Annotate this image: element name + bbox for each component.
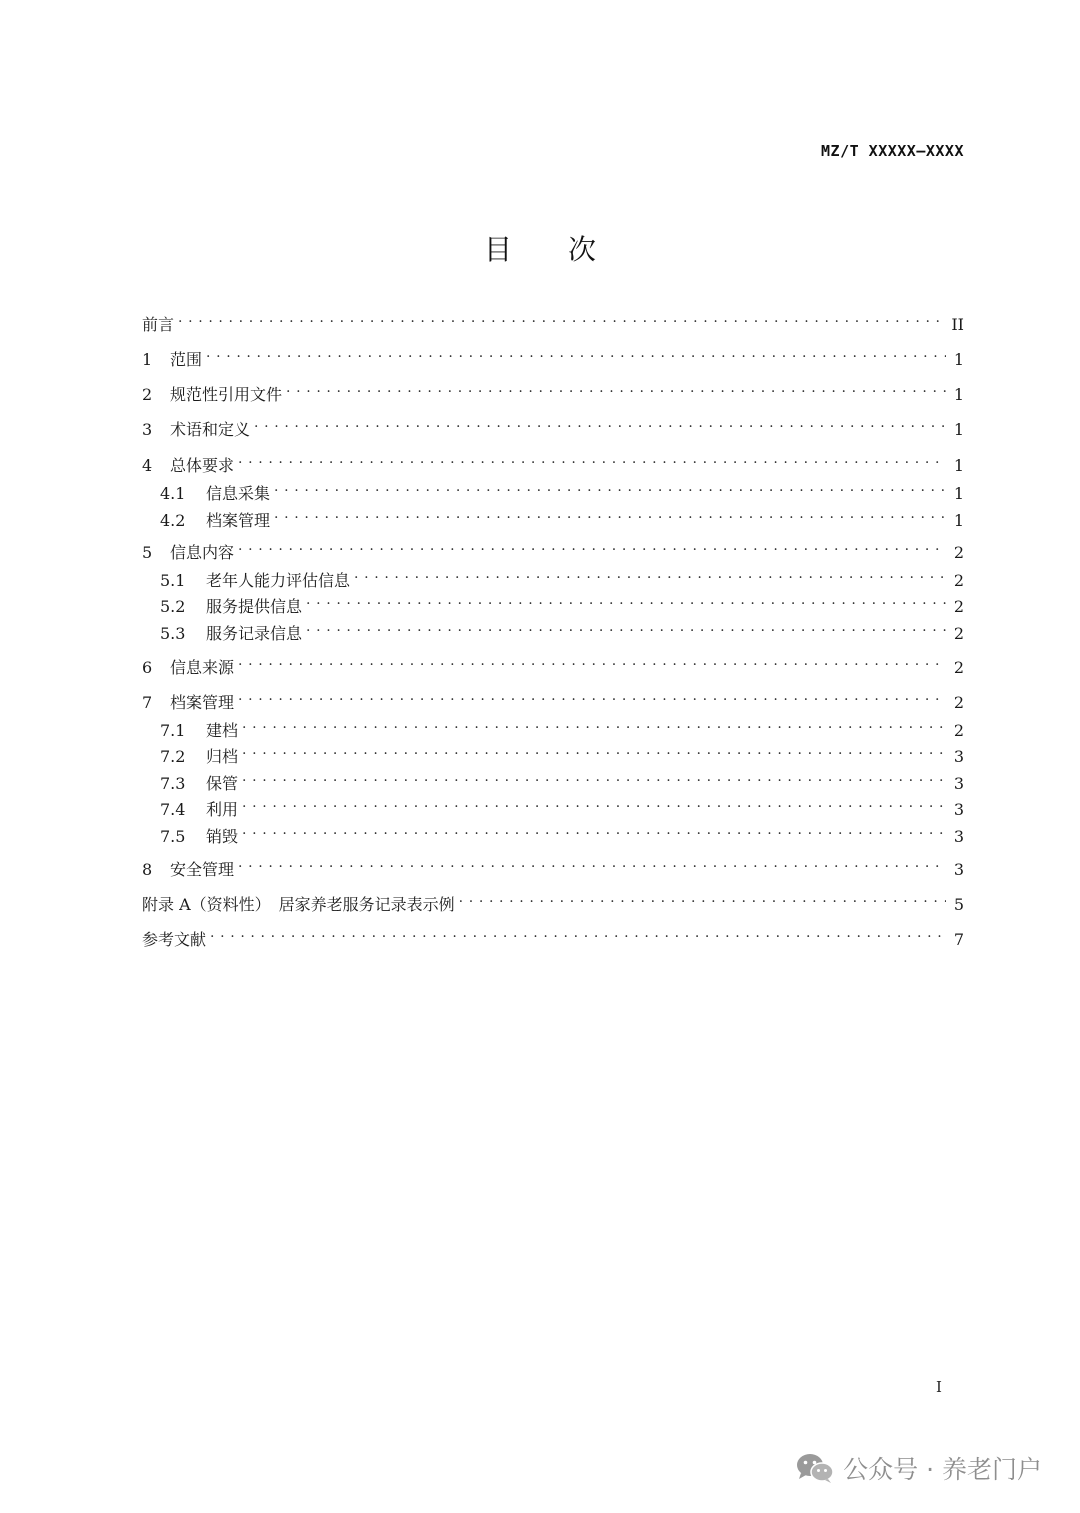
toc-entry-page: 5	[953, 895, 964, 914]
toc-entry-page: 3	[953, 827, 964, 846]
toc-entry-label: 建档	[206, 721, 239, 740]
toc-entry[interactable]	[160, 818, 964, 846]
toc-dot-leader	[274, 502, 946, 526]
toc-entry-page: 1	[953, 511, 964, 530]
toc-entry[interactable]	[142, 376, 964, 404]
toc-entry-number: 4.1	[160, 484, 186, 503]
toc-entry-label: 前言	[142, 315, 175, 334]
toc-entry[interactable]	[160, 475, 964, 503]
toc-entry[interactable]	[142, 447, 964, 475]
toc-entry-number: 5.1	[160, 571, 186, 590]
toc-entry-number: 6	[142, 658, 153, 677]
toc-entry[interactable]	[142, 341, 964, 369]
toc-dot-leader	[254, 411, 946, 435]
toc-entry-number: 5	[142, 543, 153, 562]
watermark	[795, 1450, 1042, 1486]
toc-dot-leader	[274, 475, 946, 499]
toc-entry-page: II	[951, 315, 964, 334]
toc-entry-label: 术语和定义	[170, 420, 251, 439]
toc-entry[interactable]	[142, 306, 964, 334]
toc-entry-number: 8	[142, 860, 153, 879]
toc-entry[interactable]	[160, 791, 964, 819]
wechat-icon	[795, 1452, 835, 1484]
toc-dot-leader	[178, 306, 946, 330]
toc-entry-number: 4.2	[160, 511, 186, 530]
toc-entry-page: 2	[953, 571, 964, 590]
toc-entry[interactable]	[160, 615, 964, 643]
toc-dot-leader	[238, 534, 946, 558]
toc-entry-page: 3	[953, 800, 964, 819]
toc-dot-leader	[206, 341, 946, 365]
toc-entry-number: 7.5	[160, 827, 186, 846]
toc-entry-label: 附录 A（资料性） 居家养老服务记录表示例	[142, 895, 455, 914]
toc-entry-page: 1	[953, 420, 964, 439]
toc-entry-label: 服务记录信息	[206, 624, 303, 643]
toc-entry-label: 信息采集	[206, 484, 271, 503]
toc-entry-page: 2	[953, 597, 964, 616]
toc-dot-leader	[242, 791, 946, 815]
toc-entry-page: 2	[953, 658, 964, 677]
watermark-text: 公众号 · 养老门户	[843, 1455, 1042, 1484]
toc-entry-label: 归档	[206, 747, 239, 766]
toc-entry-label: 信息来源	[170, 658, 235, 677]
toc-entry-label: 利用	[206, 800, 239, 819]
toc-entry-number: 4	[142, 456, 153, 475]
toc-entry-page: 2	[953, 543, 964, 562]
toc-entry[interactable]	[160, 712, 964, 740]
toc-dot-leader	[238, 447, 946, 471]
toc-entry-page: 3	[953, 774, 964, 793]
toc-entry-page: 2	[953, 693, 964, 712]
toc-entry-page: 2	[953, 721, 964, 740]
toc-entry-label: 规范性引用文件	[170, 385, 283, 404]
toc-entry-number: 3	[142, 420, 153, 439]
toc-entry[interactable]	[160, 502, 964, 530]
toc-entry-number: 2	[142, 385, 153, 404]
toc-entry-label: 总体要求	[170, 456, 235, 475]
toc-entry-label: 服务提供信息	[206, 597, 303, 616]
toc-entry[interactable]	[142, 851, 964, 879]
toc-title: 目次	[483, 233, 652, 266]
toc-entry[interactable]	[142, 684, 964, 712]
toc-entry-number: 7.3	[160, 774, 186, 793]
toc-entry-page: 1	[953, 484, 964, 503]
toc-entry-number: 7.2	[160, 747, 186, 766]
toc-entry-page: 2	[953, 624, 964, 643]
toc-entry-page: 1	[953, 456, 964, 475]
toc-dot-leader	[242, 818, 946, 842]
toc-entry[interactable]	[160, 765, 964, 793]
toc-dot-leader	[238, 684, 946, 708]
toc-entry-page: 1	[953, 385, 964, 404]
toc-entry-number: 7.1	[160, 721, 186, 740]
toc-dot-leader	[242, 712, 946, 736]
toc-entry-label: 安全管理	[170, 860, 235, 879]
toc-dot-leader	[242, 765, 946, 789]
toc-entry-label: 参考文献	[142, 930, 207, 949]
toc-entry-label: 老年人能力评估信息	[206, 571, 351, 590]
toc-entry-number: 5.2	[160, 597, 186, 616]
toc-entry[interactable]	[142, 921, 964, 949]
toc-entry[interactable]	[160, 588, 964, 616]
toc-entry-label: 档案管理	[206, 511, 271, 530]
toc-entry[interactable]	[142, 886, 964, 914]
toc-entry[interactable]	[142, 411, 964, 439]
toc-entry[interactable]	[160, 738, 964, 766]
toc-entry-number: 1	[142, 350, 153, 369]
toc-entry-page: 7	[953, 930, 964, 949]
toc-dot-leader	[242, 738, 946, 762]
toc-entry-number: 7.4	[160, 800, 186, 819]
toc-entry-label: 保管	[206, 774, 239, 793]
toc-entry-number: 7	[142, 693, 153, 712]
toc-entry-page: 1	[953, 350, 964, 369]
toc-dot-leader	[238, 851, 946, 875]
toc-entry[interactable]	[160, 562, 964, 590]
toc-entry-page: 3	[953, 860, 964, 879]
toc-entry-number: 5.3	[160, 624, 186, 643]
toc-dot-leader	[210, 921, 946, 945]
toc-entry[interactable]	[142, 649, 964, 677]
page-number: I	[936, 1378, 942, 1396]
toc-dot-leader	[286, 376, 946, 400]
toc-entry-label: 信息内容	[170, 543, 235, 562]
toc-entry-label: 范围	[170, 350, 203, 369]
toc-entry-label: 档案管理	[170, 693, 235, 712]
toc-entry-page: 3	[953, 747, 964, 766]
toc-entry-label: 销毁	[206, 827, 239, 846]
toc-dot-leader	[306, 615, 946, 639]
toc-dot-leader	[354, 562, 946, 586]
toc-dot-leader	[459, 886, 946, 910]
toc-dot-leader	[238, 649, 946, 673]
document-code: MZ/T XXXXX—XXXX	[821, 142, 964, 160]
toc-dot-leader	[306, 588, 946, 612]
toc-entry[interactable]	[142, 534, 964, 562]
